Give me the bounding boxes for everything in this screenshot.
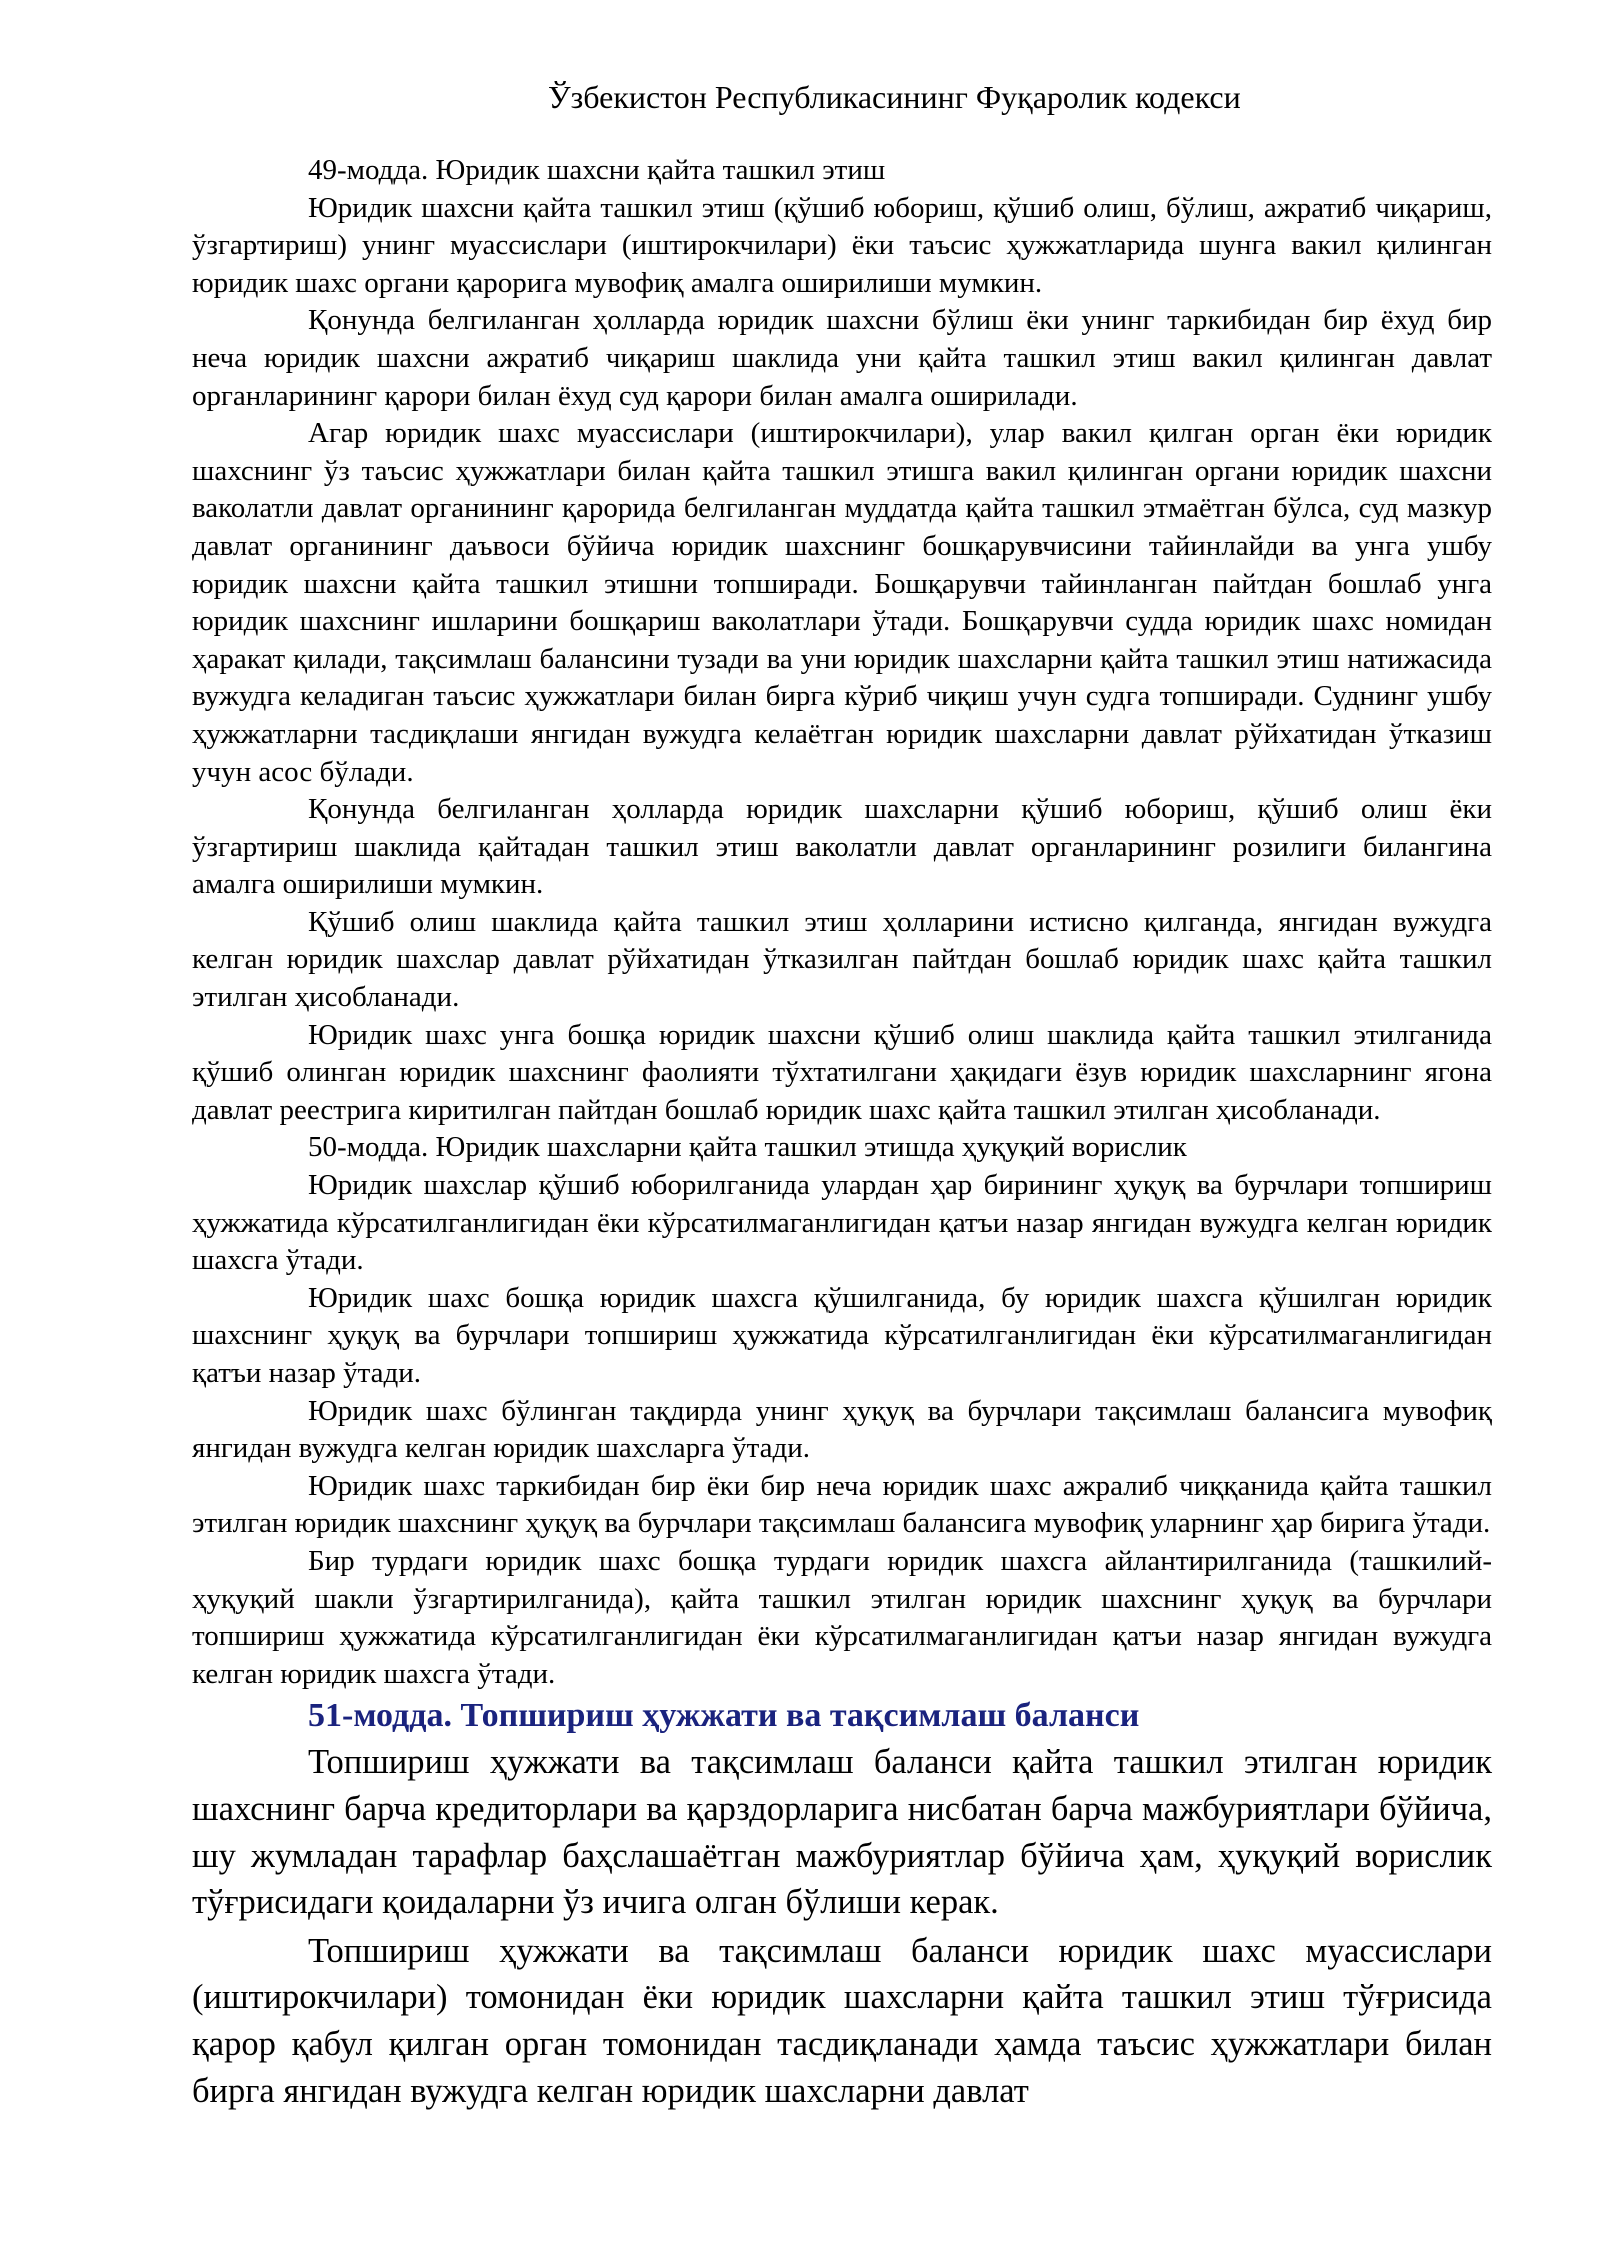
article-50-paragraph: Юридик шахс таркибидан бир ёки бир неча юридик шахс ажралиб чиққанида қайта ташкил этилган юридик шахснинг ҳуқуқ ва бурчлари тақсимлаш балансига мувофиқ уларнинг ҳар бирига ўтади.	[192, 1469, 1492, 1540]
article-49	[192, 152, 1492, 1129]
article-51	[192, 1693, 1492, 2114]
article-50	[192, 1129, 1492, 1693]
article-51-paragraph: Топшириш ҳужжати ва тақсимлаш баланси қайта ташкил этилган юридик шахснинг барча кредиторлари ва қарздорларига нисбатан барча мажбуриятлари бўйича, шу жумладан тарафлар баҳслашаётган мажбуриятлар бўйича ҳам, ҳуқуқий ворислик тўғрисидаги қоидаларни ўз ичига олган бўлиши керак.	[192, 1743, 1492, 1922]
article-49-paragraph: Юридик шахс унга бошқа юридик шахсни қўшиб олиш шаклида қайта ташкил этилганида қўшиб олинган юридик шахснинг фаолияти тўхтатилгани ҳақидаги ёзув юридик шахсларнинг ягона давлат реестрига киритилган пайтдан бошлаб юридик шахс қайта ташкил этилган ҳисобланади.	[192, 1018, 1492, 1126]
article-50-paragraph: Бир турдаги юридик шахс бошқа турдаги юридик шахсга айлантирилганида (ташкилий-ҳуқуқий шакли ўзгартирилганида), қайта ташкил этилган юридик шахснинг ҳуқуқ ва бурчлари топшириш ҳужжатида кўрсатилганлигидан ёки кўрсатилмаганлигидан қатъи назар янгидан вужудга келган юридик шахсга ўтади.	[192, 1544, 1492, 1690]
article-49-paragraph: Юридик шахсни қайта ташкил этиш (қўшиб юбориш, қўшиб олиш, бўлиш, ажратиб чиқариш, ўзгартириш) унинг муассислари (иштирокчилари) ёки таъсис ҳужжатларида шунга вакил қилинган юридик шахс органи қарорига мувофиқ амалга оширилиши мумкин.	[192, 191, 1492, 299]
article-49-paragraph: Қонунда белгиланган ҳолларда юридик шахсни бўлиш ёки унинг таркибидан бир ёхуд бир неча юридик шахсни ажратиб чиқариш шаклида уни қайта ташкил этиш вакил қилинган давлат органларининг қарори билан ёхуд суд қарори билан амалга оширилади.	[192, 304, 1492, 412]
article-50-paragraph: Юридик шахс бўлинган тақдирда унинг ҳуқуқ ва бурчлари тақсимлаш балансига мувофиқ янгидан вужудга келган юридик шахсларга ўтади.	[192, 1394, 1492, 1465]
article-49-heading: 49-модда. Юридик шахсни қайта ташкил этиш	[308, 154, 886, 186]
article-51-paragraph: Топшириш ҳужжати ва тақсимлаш баланси юридик шахс муассислари (иштирокчилари) томонидан ёки юридик шахсларни қайта ташкил этиш тўғрисида қарор қабул қилган орган томонидан тасдиқланади ҳамда таъсис ҳужжатлари билан бирга янгидан вужудга келган юридик шахсларни давлат	[192, 1931, 1492, 2110]
running-header: Ўзбекистон Республикасининг Фуқаролик кодекси	[548, 79, 1241, 115]
article-49-paragraph: Қонунда белгиланган ҳолларда юридик шахсларни қўшиб юбориш, қўшиб олиш ёки ўзгартириш шаклида қайтадан ташкил этиш ваколатли давлат органларининг розилиги билангина амалга оширилиши мумкин.	[192, 793, 1492, 901]
article-50-paragraph: Юридик шахслар қўшиб юборилганида улардан ҳар бирининг ҳуқуқ ва бурчлари топшириш ҳужжатида кўрсатилганлигидан ёки кўрсатилмаганлигидан қатъи назар янгидан вужудга келган юридик шахсга ўтади.	[192, 1169, 1492, 1277]
article-51-heading: 51-модда. Топшириш ҳужжати ва тақсимлаш баланси	[308, 1697, 1140, 1735]
document-body	[192, 152, 1492, 2116]
article-49-paragraph: Агар юридик шахс муассислари (иштирокчилари), улар вакил қилган орган ёки юридик шахснинг ўз таъсис ҳужжатлари билан қайта ташкил этишга вакил қилинган органи юридик шахсни ваколатли давлат органининг қарорида белгиланган муддатда қайта ташкил этмаётган бўлса, суд мазкур давлат органининг даъвоси бўйича юридик шахснинг бошқарувчисини тайинлайди ва унга ушбу юридик шахсни қайта ташкил этишни топширади. Бошқарувчи тайинланган пайтдан бошлаб унга юридик шахснинг ишларини бошқариш ваколатлари ўтади. Бошқарувчи судда юридик шахс номидан ҳаракат қилади, тақсимлаш балансини тузади ва уни юридик шахсларни қайта ташкил этиш натижасида вужудга келадиган таъсис ҳужжатлари билан бирга кўриб чиқиш учун судга топширади. Суднинг ушбу ҳужжатларни тасдиқлаши янгидан вужудга келаётган юридик шахсларни давлат рўйхатидан ўтказиш учун асос бўлади.	[192, 417, 1492, 788]
article-50-heading: 50-модда. Юридик шахсларни қайта ташкил этишда ҳуқуқий ворислик	[308, 1131, 1187, 1164]
article-49-paragraph: Қўшиб олиш шаклида қайта ташкил этиш ҳолларини истисно қилганда, янгидан вужудга келган юридик шахслар давлат рўйхатидан ўтказилган пайтдан бошлаб юридик шахс қайта ташкил этилган ҳисобланади.	[192, 905, 1492, 1014]
article-50-paragraph: Юридик шахс бошқа юридик шахсга қўшилганида, бу юридик шахсга қўшилган юридик шахснинг ҳуқуқ ва бурчлари топшириш ҳужжатида кўрсатилганлигидан ёки кўрсатилмаганлигидан қатъи назар ўтади.	[192, 1281, 1492, 1389]
